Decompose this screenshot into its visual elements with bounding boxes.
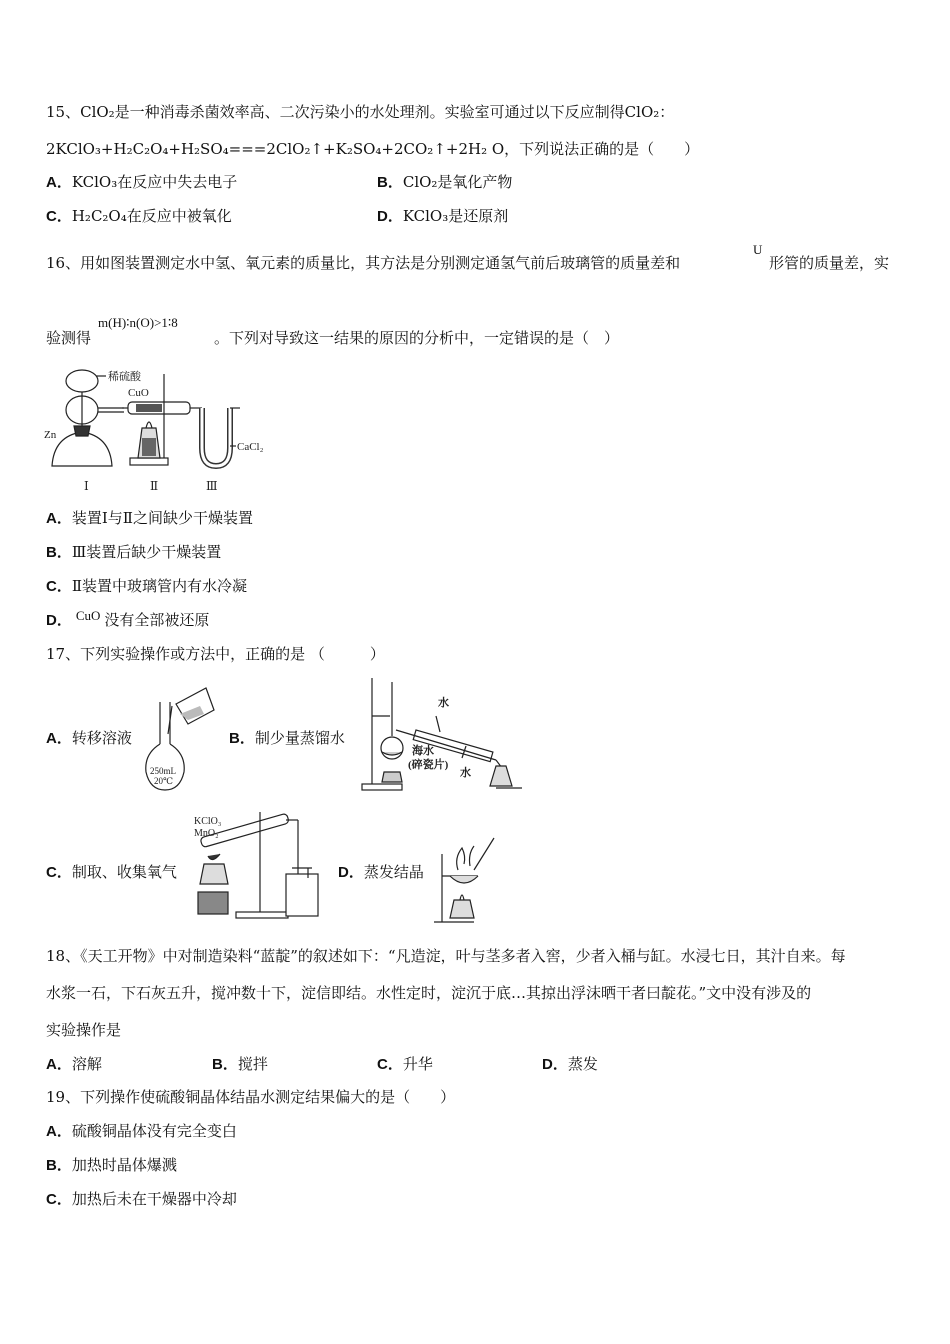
- kclo3-label: KClO₃: [194, 816, 222, 827]
- q15-stem-line2: 2KClO₃+H₂C₂O₄+H₂SO₄===2ClO₂↑+K₂SO₄+2CO₂↑+2H₂ O，下列说法正确的是（ ）: [46, 140, 700, 158]
- option-text: Ⅱ装置中玻璃管内有水冷凝: [71, 577, 248, 595]
- flask-volume-label: 250mL: [150, 766, 176, 776]
- cuo-formula: CuO: [75, 608, 101, 623]
- option-text: H₂C₂O₄在反应中被氧化: [71, 207, 232, 225]
- q15-stem-line1: 15、ClO₂是一种消毒杀菌效率高、二次污染小的水处理剂。实验室可通过以下反应制得ClO₂：: [46, 103, 675, 121]
- acid-label: 稀硫酸: [108, 371, 141, 383]
- flask-temp-label: 20℃: [154, 776, 174, 786]
- q16-apparatus-figure: [44, 366, 276, 496]
- option-text: 硫酸铜晶体没有完全变白: [71, 1122, 237, 1140]
- option-letter: A．: [46, 174, 72, 191]
- label-III: Ⅲ: [206, 479, 218, 493]
- q16-stem-line1: 16、用如图装置测定水中氢、氧元素的质量比，其方法是分别测定通氢气前后玻璃管的质量差和: [46, 254, 681, 272]
- option-letter: A．: [46, 1056, 72, 1073]
- q19-option-b: [46, 1155, 177, 1176]
- q16-stem-line2-end: 。下列对导致这一结果的原因的分析中，一定错误的是（ ）: [214, 329, 620, 347]
- option-text: ClO₂是氧化产物: [402, 173, 513, 191]
- option-text: 装置Ⅰ与Ⅱ之间缺少干燥装置: [71, 509, 253, 527]
- q18-option-d: [542, 1054, 598, 1075]
- sea-water-label: 海水: [412, 745, 434, 757]
- label-I: Ⅰ: [84, 479, 89, 493]
- q16-stem-line2-start: 验测得: [46, 329, 92, 347]
- option-letter: D．: [542, 1056, 568, 1073]
- q16-option-b: [46, 542, 221, 563]
- kipp-top-bulb: [66, 370, 98, 392]
- chips-label: (碎瓷片): [408, 759, 449, 771]
- q16-option-a: [46, 508, 253, 529]
- q17-option-a: [46, 728, 132, 749]
- option-text: 没有全部被还原: [104, 611, 210, 629]
- q17-option-c: [46, 862, 177, 883]
- option-letter: A．: [46, 1123, 72, 1140]
- q17-figure-b: [356, 676, 526, 794]
- water-out-label: 水: [460, 767, 471, 779]
- q17-option-b: [229, 728, 345, 749]
- q18-stem-line3: 实验操作是: [46, 1021, 122, 1039]
- option-text: 溶解: [71, 1055, 102, 1073]
- option-text: 加热后未在干燥器中冷却: [71, 1190, 237, 1208]
- option-letter: C．: [46, 208, 72, 225]
- q18-option-a: [46, 1054, 102, 1075]
- option-text: 蒸发结晶: [363, 863, 424, 881]
- option-text: Ⅲ装置后缺少干燥装置: [71, 543, 222, 561]
- q18-option-c: [377, 1054, 433, 1075]
- glass-rod: [474, 838, 494, 870]
- q16-option-c: [46, 576, 247, 597]
- evaporating-dish: [450, 876, 478, 883]
- option-letter: B．: [229, 730, 255, 747]
- option-letter: B．: [377, 174, 403, 191]
- option-text: KClO₃在反应中失去电子: [71, 173, 238, 191]
- alcohol-lamp: [450, 900, 474, 918]
- option-text: 搅拌: [237, 1055, 268, 1073]
- option-letter: C．: [46, 578, 72, 595]
- mno2-label: MnO₂: [194, 828, 219, 839]
- option-letter: B．: [46, 544, 72, 561]
- option-letter: A．: [46, 730, 72, 747]
- lamp-base: [198, 892, 228, 914]
- option-letter: B．: [46, 1157, 72, 1174]
- option-letter: D．: [338, 864, 364, 881]
- cuo-label: CuO: [128, 387, 149, 399]
- option-letter: D．: [46, 612, 72, 629]
- q15-option-b: [377, 172, 512, 193]
- option-text: 转移溶液: [71, 729, 132, 747]
- q17-figure-a: [140, 684, 220, 794]
- beaker: [176, 688, 214, 724]
- q19-stem: 19、下列操作使硫酸铜晶体结晶水测定结果偏大的是（ ）: [46, 1088, 456, 1106]
- q19-option-a: [46, 1121, 237, 1142]
- option-text: 制取、收集氧气: [71, 863, 177, 881]
- option-letter: D．: [377, 208, 403, 225]
- q17-option-d: [338, 862, 424, 883]
- q17-stem: 17、下列实验操作或方法中，正确的是 （ ）: [46, 645, 385, 663]
- q18-stem-line1: 18、《天工开物》中对制造染料“蓝靛”的叙述如下：“凡造淀，叶与茎多者入窖，少者入桶与缸。水浸七日，其汁自来。每: [46, 947, 846, 965]
- option-text: KClO₃是还原剂: [402, 207, 509, 225]
- q15-option-d: [377, 206, 508, 227]
- option-letter: C．: [46, 1191, 72, 1208]
- receiving-flask: [490, 766, 512, 786]
- option-text: 加热时晶体爆溅: [71, 1156, 177, 1174]
- cacl2-label: CaCl₂: [237, 441, 264, 453]
- q16-ratio: m(H)∶n(O)>1∶8: [98, 315, 178, 330]
- q15-option-c: [46, 206, 232, 227]
- option-text: 制少量蒸馏水: [254, 729, 345, 747]
- q18-stem-line2: 水浆一石，下石灰五升，搅冲数十下，淀信即结。水性定时，淀沉于底…其掠出浮沫晒干者曰靛花。”文中没有涉及的: [46, 984, 812, 1002]
- collecting-bottle: [286, 874, 318, 916]
- option-letter: C．: [46, 864, 72, 881]
- q18-option-b: [212, 1054, 268, 1075]
- q16-option-d: [46, 610, 209, 631]
- zn-label: Zn: [44, 429, 57, 441]
- distill-flask: [381, 737, 403, 759]
- option-letter: C．: [377, 1056, 403, 1073]
- label-II: Ⅱ: [150, 479, 159, 493]
- q16-u-symbol: U: [753, 242, 763, 257]
- q15-option-a: [46, 172, 237, 193]
- q19-option-c: [46, 1189, 237, 1210]
- kipp-bottom-bulb: [52, 432, 112, 466]
- option-text: 升华: [402, 1055, 433, 1073]
- option-text: 蒸发: [567, 1055, 598, 1073]
- water-in-label: 水: [438, 697, 449, 709]
- option-letter: A．: [46, 510, 72, 527]
- option-letter: B．: [212, 1056, 238, 1073]
- q17-figure-d: [434, 834, 496, 924]
- q17-figure-c: [190, 808, 324, 922]
- q16-stem-line1-end: 形管的质量差，实: [769, 254, 890, 272]
